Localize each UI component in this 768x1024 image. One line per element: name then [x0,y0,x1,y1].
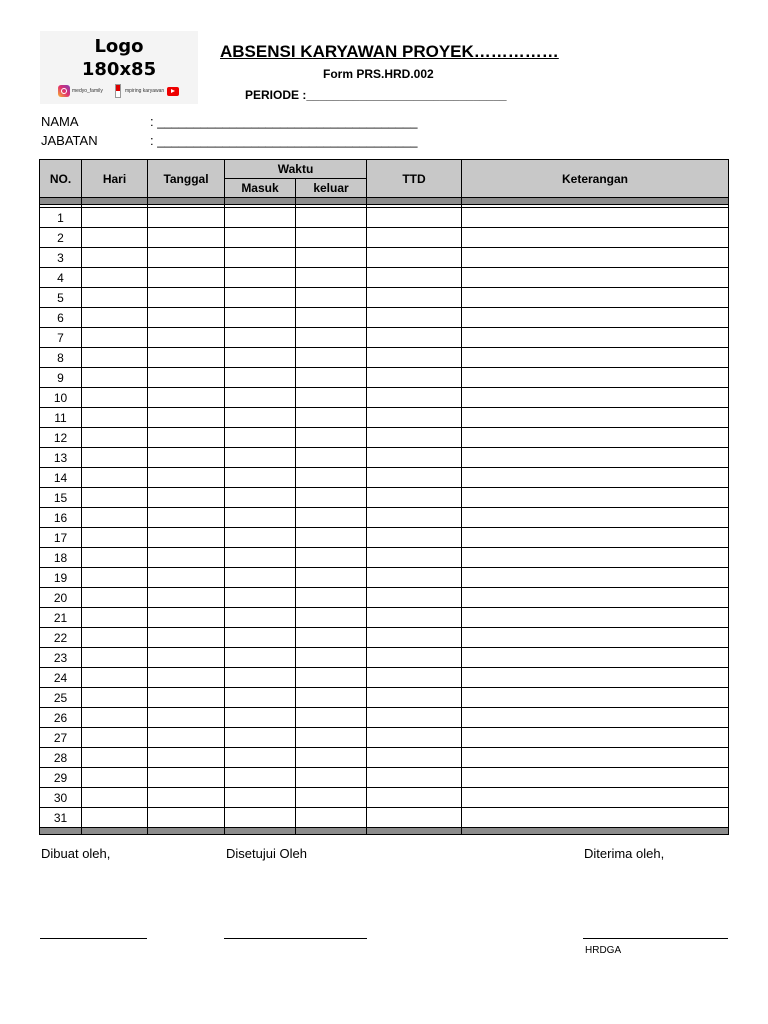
cell-ttd[interactable] [367,608,462,628]
cell-ttd[interactable] [367,288,462,308]
cell-masuk[interactable] [225,348,296,368]
cell-ttd[interactable] [367,528,462,548]
cell-ttd[interactable] [367,568,462,588]
table-row [40,328,729,348]
cell-ttd[interactable] [367,708,462,728]
cell-no: 21 [40,608,82,628]
cell-no: 27 [40,728,82,748]
cell-hari[interactable] [82,508,148,528]
nama-field[interactable]: : ____________________________________ [150,114,418,129]
header-tanggal: Tanggal [148,160,225,198]
table-row [40,688,729,708]
table-row [40,268,729,288]
cell-hari[interactable] [82,248,148,268]
cell-hari[interactable] [82,348,148,368]
cell-ttd[interactable] [367,748,462,768]
table-row [40,308,729,328]
cell-no: 1 [40,208,82,228]
cell-tanggal[interactable] [148,728,225,748]
footer-separator [40,828,729,835]
cell-hari[interactable] [82,268,148,288]
cell-keterangan[interactable] [462,228,729,248]
cell-keluar[interactable] [296,748,367,768]
cell-hari[interactable] [82,668,148,688]
cell-masuk[interactable] [225,688,296,708]
cell-keluar[interactable] [296,388,367,408]
cell-tanggal[interactable] [148,468,225,488]
cell-hari[interactable] [82,228,148,248]
cell-no: 17 [40,528,82,548]
cell-keterangan[interactable] [462,488,729,508]
nama-label: NAMA [41,114,79,129]
cell-tanggal[interactable] [148,528,225,548]
cell-hari[interactable] [82,788,148,808]
cell-ttd[interactable] [367,248,462,268]
cell-keluar[interactable] [296,568,367,588]
table-row [40,368,729,388]
cell-keluar[interactable] [296,708,367,728]
cell-hari[interactable] [82,328,148,348]
attendance-table [39,159,729,835]
cell-ttd[interactable] [367,308,462,328]
youtube-text: mpiring karyawan [125,88,165,94]
cell-hari[interactable] [82,488,148,508]
cell-keluar[interactable] [296,488,367,508]
cell-tanggal[interactable] [148,648,225,668]
cell-hari[interactable] [82,588,148,608]
periode-field[interactable]: PERIODE :______________________________ [245,88,507,102]
cell-masuk[interactable] [225,728,296,748]
youtube-icon [167,87,179,96]
cell-masuk[interactable] [225,268,296,288]
cell-ttd[interactable] [367,668,462,688]
cell-no: 9 [40,368,82,388]
cell-hari[interactable] [82,688,148,708]
cell-keterangan[interactable] [462,548,729,568]
cell-masuk[interactable] [225,288,296,308]
youtube-handle [115,84,179,98]
cell-ttd[interactable] [367,488,462,508]
table-row [40,448,729,468]
cell-tanggal[interactable] [148,548,225,568]
cell-hari[interactable] [82,368,148,388]
cell-hari[interactable] [82,428,148,448]
cell-hari[interactable] [82,548,148,568]
cell-hari[interactable] [82,208,148,228]
cell-tanggal[interactable] [148,348,225,368]
cell-no: 13 [40,448,82,468]
cell-keluar[interactable] [296,348,367,368]
cell-ttd[interactable] [367,468,462,488]
cell-ttd[interactable] [367,328,462,348]
table-row [40,488,729,508]
table-row [40,348,729,368]
cell-keterangan[interactable] [462,368,729,388]
cell-tanggal[interactable] [148,768,225,788]
cell-no: 25 [40,688,82,708]
cell-hari[interactable] [82,408,148,428]
instagram-handle [58,84,103,98]
cell-keluar[interactable] [296,268,367,288]
cell-keluar[interactable] [296,328,367,348]
cell-tanggal[interactable] [148,568,225,588]
cell-masuk[interactable] [225,468,296,488]
cell-keluar[interactable] [296,768,367,788]
cell-no: 28 [40,748,82,768]
cell-tanggal[interactable] [148,428,225,448]
cell-masuk[interactable] [225,808,296,828]
cell-no: 23 [40,648,82,668]
cell-masuk[interactable] [225,428,296,448]
cell-tanggal[interactable] [148,808,225,828]
cell-ttd[interactable] [367,508,462,528]
cell-masuk[interactable] [225,308,296,328]
cell-ttd[interactable] [367,648,462,668]
cell-tanggal[interactable] [148,628,225,648]
cell-ttd[interactable] [367,408,462,428]
cell-keterangan[interactable] [462,208,729,228]
cell-keterangan[interactable] [462,408,729,428]
cell-no: 20 [40,588,82,608]
cell-masuk[interactable] [225,508,296,528]
cell-keluar[interactable] [296,308,367,328]
header-no: NO. [40,160,82,198]
document-title: ABSENSI KARYAWAN PROYEK…………… [220,42,559,61]
cell-keluar[interactable] [296,508,367,528]
cell-no: 29 [40,768,82,788]
table-row [40,648,729,668]
cell-masuk[interactable] [225,448,296,468]
cell-keluar[interactable] [296,788,367,808]
cell-no: 19 [40,568,82,588]
cell-keterangan[interactable] [462,748,729,768]
table-row [40,568,729,588]
cell-keterangan[interactable] [462,268,729,288]
cell-keterangan[interactable] [462,468,729,488]
cell-ttd[interactable] [367,548,462,568]
flag-icon [115,84,121,98]
cell-masuk[interactable] [225,368,296,388]
cell-keterangan[interactable] [462,448,729,468]
cell-no: 8 [40,348,82,368]
cell-keterangan[interactable] [462,588,729,608]
cell-keterangan[interactable] [462,328,729,348]
cell-ttd[interactable] [367,208,462,228]
cell-masuk[interactable] [225,668,296,688]
cell-hari[interactable] [82,768,148,788]
cell-keluar[interactable] [296,688,367,708]
dibuat-signature-line[interactable] [40,938,147,939]
cell-tanggal[interactable] [148,488,225,508]
header-keterangan: Keterangan [462,160,729,198]
cell-keterangan[interactable] [462,668,729,688]
cell-hari[interactable] [82,528,148,548]
cell-masuk[interactable] [225,628,296,648]
cell-keluar[interactable] [296,248,367,268]
table-row [40,708,729,728]
cell-tanggal[interactable] [148,208,225,228]
cell-keluar[interactable] [296,548,367,568]
cell-no: 10 [40,388,82,408]
table-row [40,748,729,768]
cell-no: 15 [40,488,82,508]
cell-ttd[interactable] [367,808,462,828]
table-row [40,548,729,568]
cell-keluar[interactable] [296,288,367,308]
cell-masuk[interactable] [225,788,296,808]
table-row [40,528,729,548]
cell-keluar[interactable] [296,208,367,228]
cell-keterangan[interactable] [462,508,729,528]
hrdga-label: HRDGA [585,945,622,956]
cell-keterangan[interactable] [462,608,729,628]
cell-hari[interactable] [82,568,148,588]
cell-keluar[interactable] [296,628,367,648]
cell-tanggal[interactable] [148,228,225,248]
cell-tanggal[interactable] [148,268,225,288]
cell-hari[interactable] [82,308,148,328]
table-row [40,788,729,808]
cell-ttd[interactable] [367,388,462,408]
cell-keluar[interactable] [296,448,367,468]
table-row [40,588,729,608]
cell-masuk[interactable] [225,708,296,728]
logo-text-line1: Logo [94,36,144,57]
header-hari: Hari [82,160,148,198]
cell-tanggal[interactable] [148,248,225,268]
cell-ttd[interactable] [367,768,462,788]
jabatan-label: JABATAN [41,133,98,148]
cell-keterangan[interactable] [462,788,729,808]
cell-masuk[interactable] [225,528,296,548]
cell-hari[interactable] [82,808,148,828]
cell-keterangan[interactable] [462,808,729,828]
cell-no: 14 [40,468,82,488]
cell-tanggal[interactable] [148,688,225,708]
cell-keterangan[interactable] [462,728,729,748]
cell-hari[interactable] [82,448,148,468]
header-separator [40,198,729,205]
table-row [40,768,729,788]
cell-keluar[interactable] [296,228,367,248]
cell-keluar[interactable] [296,588,367,608]
cell-no: 5 [40,288,82,308]
cell-keterangan[interactable] [462,628,729,648]
table-row [40,668,729,688]
cell-hari[interactable] [82,728,148,748]
cell-tanggal[interactable] [148,448,225,468]
cell-keterangan[interactable] [462,308,729,328]
header-ttd: TTD [367,160,462,198]
cell-ttd[interactable] [367,588,462,608]
cell-masuk[interactable] [225,548,296,568]
logo-placeholder [40,31,198,104]
table-row [40,248,729,268]
cell-ttd[interactable] [367,788,462,808]
cell-masuk[interactable] [225,488,296,508]
cell-hari[interactable] [82,648,148,668]
cell-hari[interactable] [82,468,148,488]
cell-keluar[interactable] [296,408,367,428]
cell-ttd[interactable] [367,688,462,708]
cell-no: 31 [40,808,82,828]
jabatan-field[interactable]: : ____________________________________ [150,133,418,148]
cell-tanggal[interactable] [148,668,225,688]
cell-tanggal[interactable] [148,288,225,308]
cell-keterangan[interactable] [462,248,729,268]
cell-masuk[interactable] [225,608,296,628]
cell-hari[interactable] [82,388,148,408]
cell-keluar[interactable] [296,668,367,688]
cell-hari[interactable] [82,628,148,648]
disetujui-signature-line[interactable] [224,938,367,939]
cell-ttd[interactable] [367,268,462,288]
table-row [40,208,729,228]
cell-masuk[interactable] [225,228,296,248]
dibuat-label: Dibuat oleh, [41,846,111,861]
cell-tanggal[interactable] [148,508,225,528]
cell-keluar[interactable] [296,468,367,488]
cell-ttd[interactable] [367,728,462,748]
cell-keluar[interactable] [296,428,367,448]
table-row [40,608,729,628]
cell-keterangan[interactable] [462,428,729,448]
diterima-label: Diterima oleh, [584,846,665,861]
cell-hari[interactable] [82,748,148,768]
cell-tanggal[interactable] [148,328,225,348]
cell-tanggal[interactable] [148,788,225,808]
cell-no: 22 [40,628,82,648]
table-row [40,808,729,828]
table-row [40,428,729,448]
cell-no: 26 [40,708,82,728]
header-waktu: Waktu [225,160,367,179]
cell-no: 18 [40,548,82,568]
cell-masuk[interactable] [225,248,296,268]
cell-tanggal[interactable] [148,588,225,608]
cell-masuk[interactable] [225,408,296,428]
cell-ttd[interactable] [367,628,462,648]
cell-hari[interactable] [82,288,148,308]
cell-no: 6 [40,308,82,328]
cell-keterangan[interactable] [462,348,729,368]
cell-keluar[interactable] [296,808,367,828]
cell-no: 3 [40,248,82,268]
cell-no: 11 [40,408,82,428]
cell-masuk[interactable] [225,768,296,788]
diterima-signature-line[interactable] [583,938,728,939]
table-row [40,508,729,528]
cell-tanggal[interactable] [148,408,225,428]
cell-keterangan[interactable] [462,528,729,548]
cell-masuk[interactable] [225,568,296,588]
cell-tanggal[interactable] [148,388,225,408]
cell-tanggal[interactable] [148,368,225,388]
cell-keluar[interactable] [296,608,367,628]
cell-keterangan[interactable] [462,288,729,308]
cell-masuk[interactable] [225,328,296,348]
cell-keterangan[interactable] [462,708,729,728]
cell-keterangan[interactable] [462,688,729,708]
cell-keterangan[interactable] [462,568,729,588]
cell-ttd[interactable] [367,448,462,468]
table-row [40,288,729,308]
table-row [40,468,729,488]
cell-keterangan[interactable] [462,648,729,668]
cell-ttd[interactable] [367,428,462,448]
cell-tanggal[interactable] [148,608,225,628]
cell-keluar[interactable] [296,368,367,388]
cell-no: 7 [40,328,82,348]
header-masuk: Masuk [225,179,296,198]
cell-keluar[interactable] [296,648,367,668]
cell-ttd[interactable] [367,368,462,388]
cell-keluar[interactable] [296,528,367,548]
table-row [40,728,729,748]
table-row [40,388,729,408]
table-row [40,228,729,248]
instagram-text: medyo_family [72,88,103,94]
cell-masuk[interactable] [225,648,296,668]
table-row [40,408,729,428]
cell-hari[interactable] [82,708,148,728]
cell-masuk[interactable] [225,588,296,608]
cell-ttd[interactable] [367,228,462,248]
cell-tanggal[interactable] [148,708,225,728]
table-row [40,628,729,648]
form-code: Form PRS.HRD.002 [323,67,434,81]
cell-keluar[interactable] [296,728,367,748]
header-keluar: keluar [296,179,367,198]
cell-masuk[interactable] [225,208,296,228]
cell-no: 30 [40,788,82,808]
cell-hari[interactable] [82,608,148,628]
cell-masuk[interactable] [225,388,296,408]
cell-no: 24 [40,668,82,688]
cell-masuk[interactable] [225,748,296,768]
cell-tanggal[interactable] [148,308,225,328]
logo-text-line2: 180x85 [81,59,157,80]
cell-no: 2 [40,228,82,248]
cell-no: 12 [40,428,82,448]
cell-ttd[interactable] [367,348,462,368]
cell-no: 16 [40,508,82,528]
cell-keterangan[interactable] [462,388,729,408]
cell-no: 4 [40,268,82,288]
cell-keterangan[interactable] [462,768,729,788]
cell-tanggal[interactable] [148,748,225,768]
disetujui-label: Disetujui Oleh [226,846,307,861]
instagram-icon [58,85,70,97]
